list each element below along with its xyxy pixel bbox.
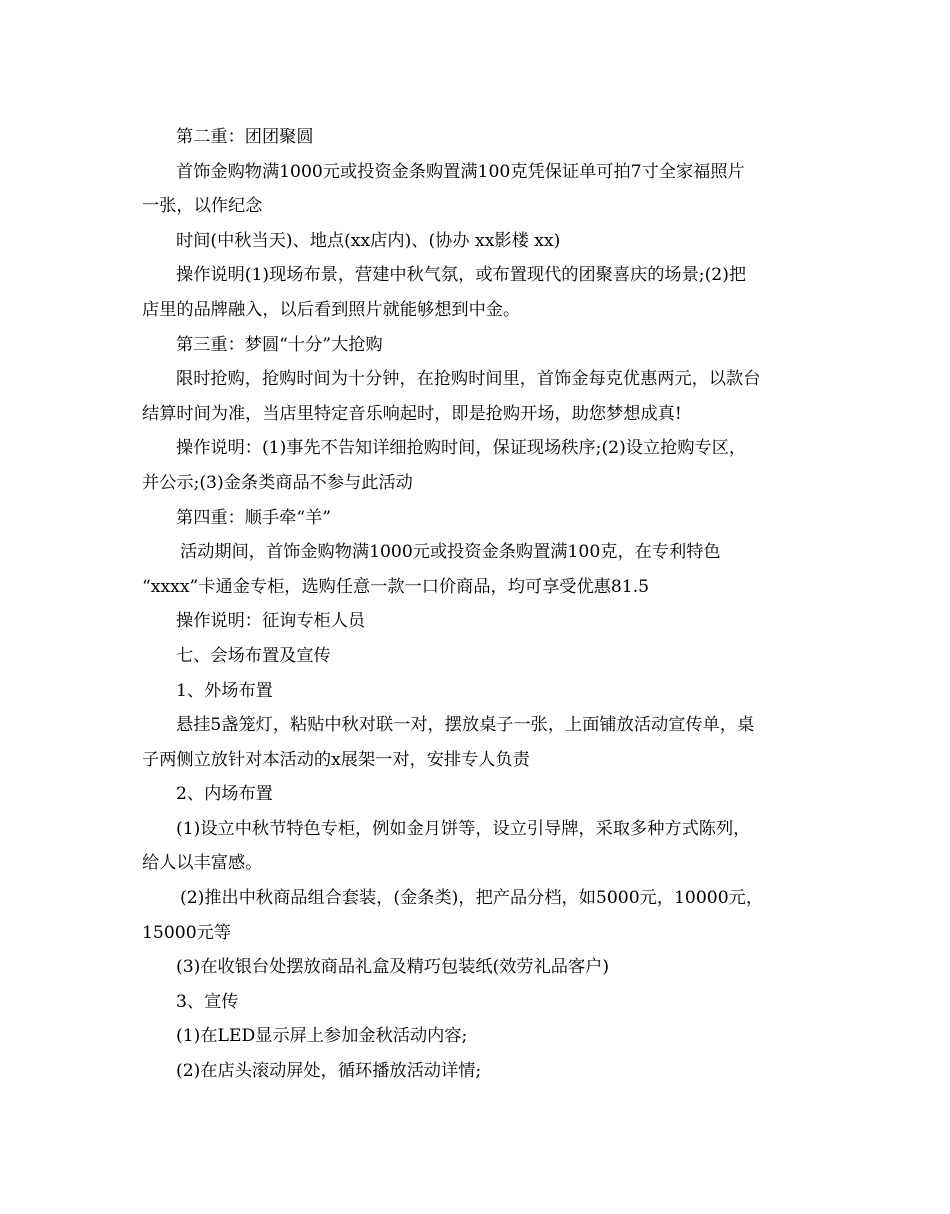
paragraph-line: 悬挂5盏笼灯，粘贴中秋对联一对，摆放桌子一张，上面铺放活动宣传单，桌 bbox=[176, 715, 755, 736]
paragraph-line: (2)推出中秋商品组合套装，(金条类)，把产品分档，如5000元，10000元， bbox=[180, 888, 764, 909]
document-body bbox=[142, 120, 832, 1089]
paragraph-line: 操作说明：征询专柜人员 bbox=[176, 611, 366, 632]
paragraph-line: (1)设立中秋节特色专柜，例如金月饼等，设立引导牌，采取多种方式陈列， bbox=[176, 818, 751, 839]
paragraph-line: “xxxx”卡通金专柜，选购任意一款一口价商品，均可享受优惠81.5 bbox=[142, 576, 650, 597]
paragraph-line: 操作说明(1)现场布景，营建中秋气氛，或布置现代的团聚喜庆的场景;(2)把 bbox=[176, 265, 747, 286]
paragraph-line: 并公示;(3)金条类商品不参与此活动 bbox=[142, 472, 413, 493]
subsection-heading: 1、外场布置 bbox=[176, 680, 273, 701]
paragraph-line: 给人以丰富感。 bbox=[142, 853, 263, 874]
paragraph-line: 时间(中秋当天)、地点(xx店内)、(协办 xx影楼 xx) bbox=[176, 230, 561, 251]
subsection-heading: 2、内场布置 bbox=[176, 784, 273, 805]
paragraph-line: 操作说明：(1)事先不告知详细抢购时间，保证现场秩序;(2)设立抢购专区， bbox=[176, 438, 747, 459]
paragraph-line: 首饰金购物满1000元或投资金条购置满100克凭保证单可拍7寸全家福照片 bbox=[176, 161, 745, 182]
paragraph-line: 店里的品牌融入，以后看到照片就能够想到中金。 bbox=[142, 299, 521, 320]
section-heading-second: 第二重：团团聚圆 bbox=[176, 127, 314, 147]
paragraph-line: 15000元等 bbox=[142, 922, 232, 943]
chapter-heading: 七、会场布置及宣传 bbox=[176, 645, 331, 666]
section-heading-third: 第三重：梦圆“十分”大抢购 bbox=[176, 334, 383, 355]
paragraph-line: 限时抢购，抢购时间为十分钟，在抢购时间里，首饰金每克优惠两元，以款台 bbox=[176, 369, 761, 390]
section-heading-fourth: 第四重：顺手牵“羊” bbox=[176, 507, 332, 528]
subsection-heading: 3、宣传 bbox=[176, 991, 239, 1012]
paragraph-line: 子两侧立放针对本活动的x展架一对，安排专人负责 bbox=[142, 749, 530, 770]
paragraph-line: (2)在店头滚动屏处，循环播放活动详情; bbox=[176, 1061, 482, 1082]
paragraph-line: (1)在LED显示屏上参加金秋活动内容; bbox=[176, 1026, 468, 1047]
paragraph-line: 活动期间，首饰金购物满1000元或投资金条购置满100克，在专利特色 bbox=[180, 542, 721, 563]
paragraph-line: 结算时间为准，当店里特定音乐响起时，即是抢购开场，助您梦想成真! bbox=[142, 403, 682, 424]
paragraph-line: (3)在收银台处摆放商品礼盒及精巧包装纸(效劳礼品客户) bbox=[176, 957, 610, 978]
paragraph-line: 一张，以作纪念 bbox=[142, 196, 263, 217]
